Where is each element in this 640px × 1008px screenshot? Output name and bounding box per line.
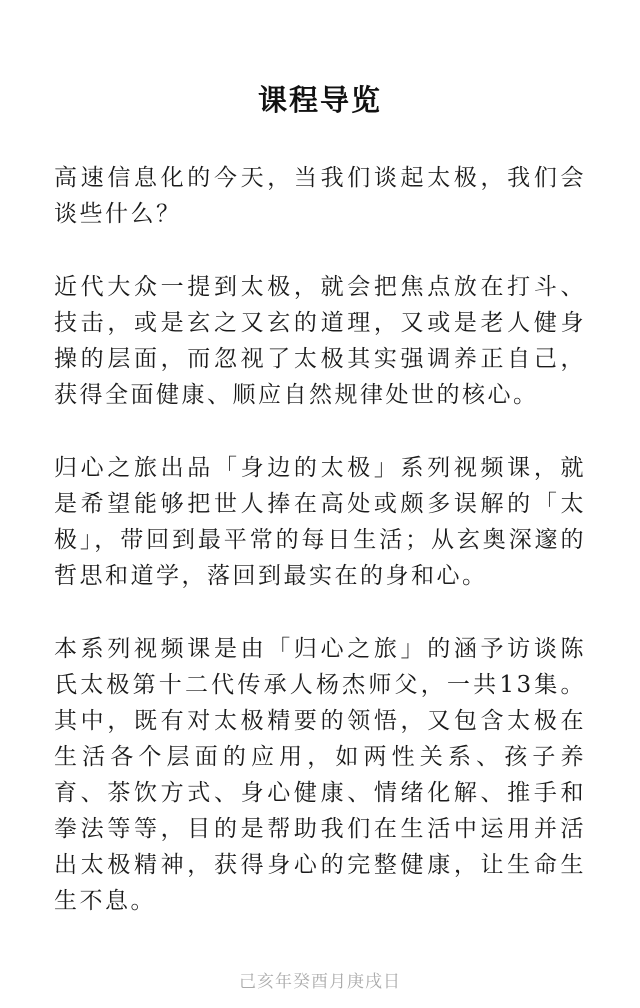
background-paragraph: 近代大众一提到太极，就会把焦点放在打斗、技击，或是玄之又玄的道理，又或是老人健身操的层面，而忽视了太极其实强调养正自己，获得全面健康、顺应自然规律处世的核心。 xyxy=(54,274,586,408)
intro-paragraph: 高速信息化的今天，当我们谈起太极，我们会谈些什么？ xyxy=(54,165,586,227)
series-description-paragraph: 本系列视频课是由「归心之旅」的涵予访谈陈氏太极第十二代传承人杨杰师父，一共13集。其中，既有对太极精要的领悟，又包含太极在生活各个层面的应用，如两性关系、孩子养育、茶饮方式、身心健康、情绪化解、推手和拳法等等，目的是帮助我们在生活中运用并活出太极精神，获得身心的完整健康，让生命生生不息。 xyxy=(54,636,586,914)
footer-date: 己亥年癸酉月庚戌日 xyxy=(239,972,401,992)
purpose-paragraph: 归心之旅出品「身边的太极」系列视频课，就是希望能够把世人捧在高处或颇多误解的「太极」，带回到最平常的每日生活；从玄奥深邃的哲思和道学，落回到最实在的身和心。 xyxy=(54,455,586,589)
article-body xyxy=(54,160,586,956)
page-title: 课程导览 xyxy=(257,83,382,117)
